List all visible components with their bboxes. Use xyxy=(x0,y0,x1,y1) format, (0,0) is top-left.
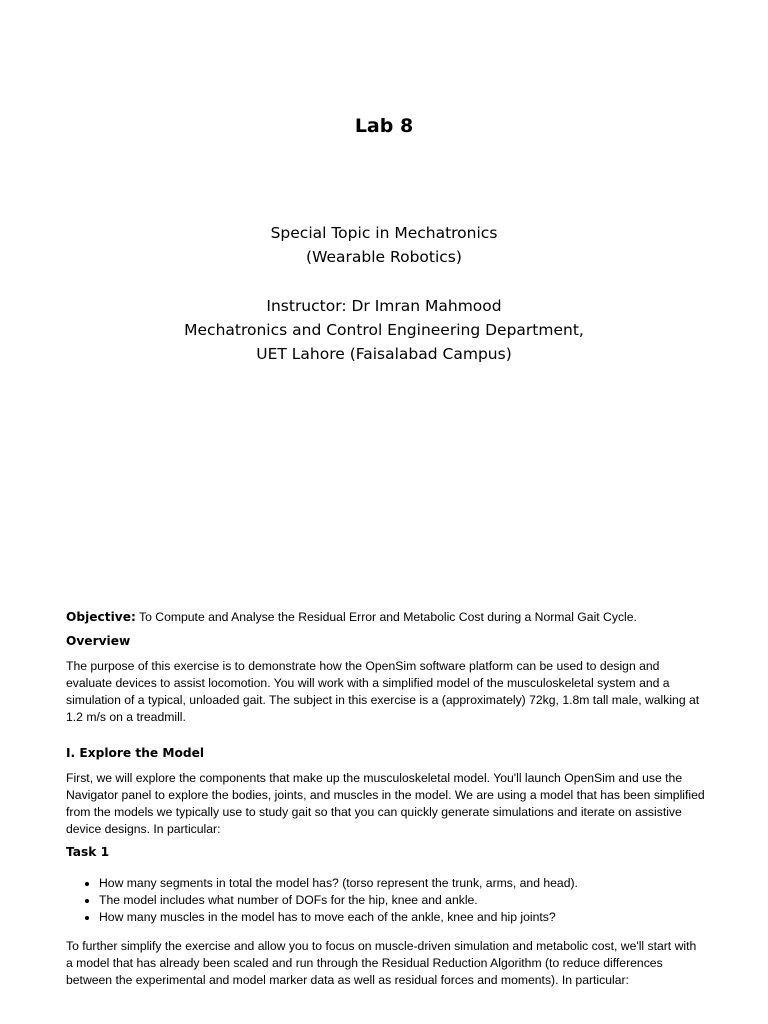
course-subtitle: (Wearable Robotics) xyxy=(306,248,462,266)
course-block xyxy=(0,221,768,269)
explore-model-paragraph: First, we will explore the components that make up the musculoskeletal model. You'll launch OpenSim and use the Navigator panel to explore the bodies, joints, and muscles in the model. We are using a model that has been simplified from the models we typically use to study gait so that you can quickly generate simulations and iterate on assistive device designs. In particular: xyxy=(66,771,705,836)
overview-paragraph: The purpose of this exercise is to demonstrate how the OpenSim software platform can be used to design and evaluate devices to assist locomotion. You will work with a simplified model of the musculoskeletal system and a simulation of a typical, unloaded gait. The subject in this exercise is a (approximately) 72kg, 1.8m tall male, walking at 1.2 m/s on a treadmill. xyxy=(66,659,700,724)
department: Mechatronics and Control Engineering Department, xyxy=(184,321,584,339)
list-item: • How many muscles in the model has to move each of the ankle, knee and hip joints? xyxy=(99,909,739,926)
task1-heading: Task 1 xyxy=(66,845,110,859)
instructor-name: Instructor: Dr Imran Mahmood xyxy=(266,297,502,315)
lab-title: Lab 8 xyxy=(354,115,414,137)
list-item: • The model includes what number of DOFs for the hip, knee and ankle. xyxy=(99,892,739,909)
objective xyxy=(66,609,706,626)
section-heading-explore-model: I. Explore the Model xyxy=(66,746,205,760)
university: UET Lahore (Faisalabad Campus) xyxy=(256,345,512,363)
task1-list xyxy=(66,875,739,926)
instructor-block xyxy=(0,294,768,366)
overview-heading: Overview xyxy=(66,634,131,648)
objective-text: To Compute and Analyse the Residual Error and Metabolic Cost during a Normal Gait Cycle. xyxy=(135,610,637,624)
course-name: Special Topic in Mechatronics xyxy=(270,224,498,242)
closing-paragraph: To further simplify the exercise and allow you to focus on muscle-driven simulation and metabolic cost, we'll start with a model that has already been scaled and run through the Residual Reduction Algorithm (to reduce differences between the experimental and model marker data as well as residual forces and moments). In particular: xyxy=(66,939,697,987)
objective-label: Objective: xyxy=(66,610,136,624)
list-item: • How many segments in total the model has? (torso represent the trunk, arms, and head). xyxy=(99,875,739,892)
